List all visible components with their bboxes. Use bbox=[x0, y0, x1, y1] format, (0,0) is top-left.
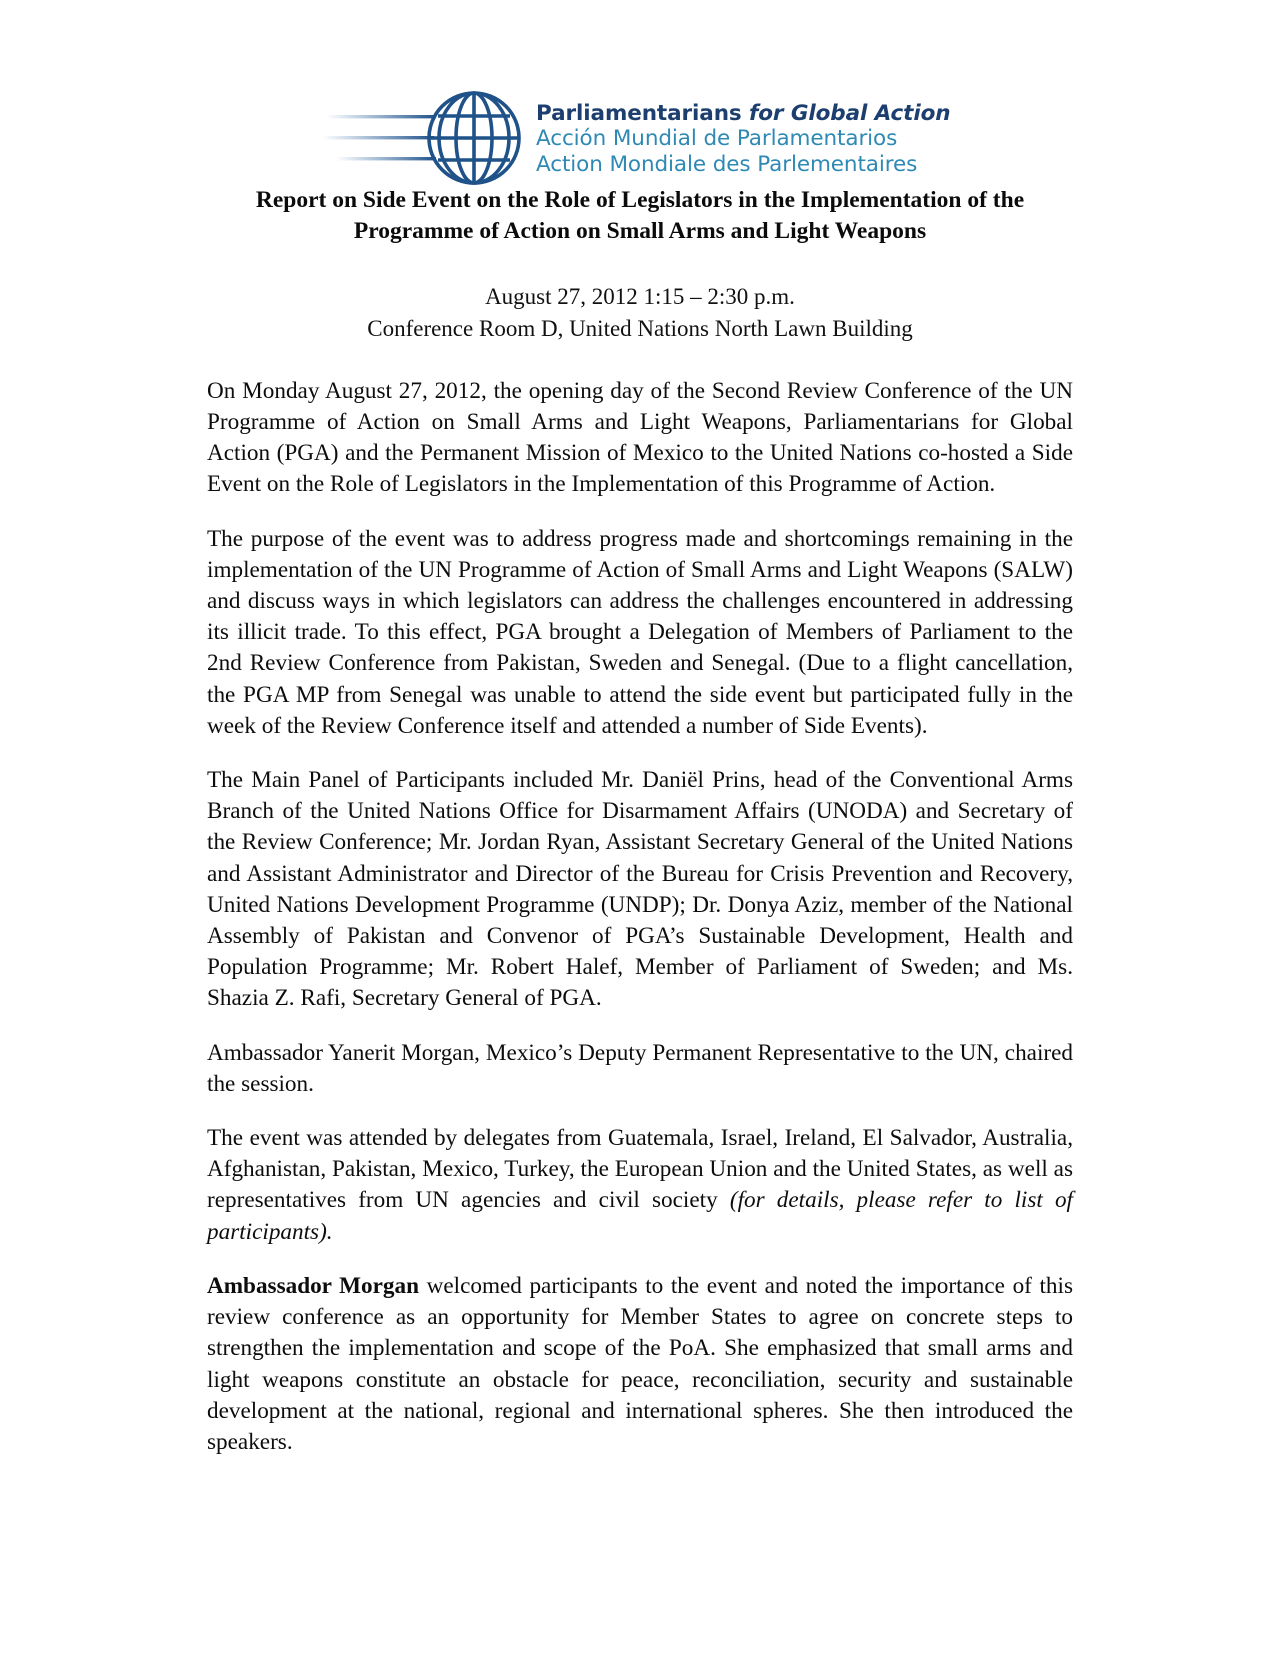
logo-wordmark bbox=[536, 99, 951, 176]
logo-line-french: Action Mondiale des Parlementaires bbox=[536, 151, 918, 177]
paragraph-intro: On Monday August 27, 2012, the opening day of the Second Review Conference of the UN Programme of Action on Small Arms and Light Weapons, Parliamentarians for Global Action (PGA) and the Permanent Mission of Mexico to the United Nations co-hosted a Side Event on the Role of Legislators in the Implementation of this Programme of Action. bbox=[207, 377, 1073, 498]
speaker-name-morgan: Ambassador Morgan bbox=[207, 1272, 419, 1299]
logo-line-english-plain: Parliamentarians bbox=[536, 101, 749, 127]
event-datetime: August 27, 2012 1:15 – 2:30 p.m. bbox=[485, 283, 795, 309]
paragraph-purpose: The purpose of the event was to address progress made and shortcomings remaining in the implementation of the UN Programme of Action of Small Arms and Light Weapons (SALW) and discuss ways in which legislators can address the challenges encountered in addressing its illicit trade. To this effect, PGA brought a Delegation of Members of Parliament to the 2nd Review Conference from Pakistan, Sweden and Senegal. (Due to a flight cancellation, the PGA MP from Senegal was unable to attend the side event but participated fully in the week of the Review Conference itself and attended a number of Side Events). bbox=[207, 525, 1073, 739]
letterhead bbox=[0, 0, 1280, 177]
logo-line-spanish: Acción Mundial de Parlamentarios bbox=[536, 126, 898, 152]
document-body bbox=[207, 376, 1073, 1458]
logo-line-english-italic: for Global Action bbox=[749, 101, 951, 127]
paragraph-chair: Ambassador Yanerit Morgan, Mexico’s Deputy Permanent Representative to the UN, chaired the session. bbox=[207, 1039, 1073, 1097]
page-title-line-1: Report on Side Event on the Role of Legislators in the Implementation of the bbox=[255, 187, 1025, 213]
paragraph-morgan-remarks bbox=[207, 1271, 1073, 1458]
event-location: Conference Room D, United Nations North Lawn Building bbox=[367, 316, 913, 342]
page-title-line-2: Programme of Action on Small Arms and Light Weapons bbox=[353, 218, 927, 245]
paragraph-attendance bbox=[207, 1123, 1073, 1248]
paragraph-panel: The Main Panel of Participants included Mr. Daniël Prins, head of the Conventional Arms Branch of the United Nations Office for Disarmament Affairs (UNODA) and Secretary of the Review Conference; Mr. Jordan Ryan, Assistant Secretary General of the United Nations and Assistant Administrator and Director of the Bureau for Crisis Prevention and Recovery, United Nations Development Programme (UNDP); Dr. Donya Aziz, member of the National Assembly of Pakistan and Convenor of PGA’s Sustainable Development, Health and Population Programme; Mr. Robert Halef, Member of Parliament of Sweden; and Ms. Shazia Z. Rafi, Secretary General of PGA. bbox=[207, 767, 1073, 1012]
logo-line-english bbox=[536, 101, 951, 126]
paragraph-attendance-main: The event was attended by delegates from Guatemala, Israel, Ireland, El Salvador, Australia, Afghanistan, Pakistan, Mexico, Turkey, the European Union and the United States, as well as representatives from UN agencies and civil society bbox=[207, 1125, 1073, 1214]
event-meta bbox=[210, 281, 1070, 346]
paragraph-attendance-note: (for details, please refer to list of participants). bbox=[207, 1187, 1074, 1245]
paragraph-morgan-remarks-text: welcomed participants to the event and noted the importance of this review conference as an opportunity for Member States to agree on concrete steps to strengthen the implementation and scope of the PoA. She emphasized that small arms and light weapons constitute an obstacle for peace, reconciliation, security and sustainable development at the national, regional and international spheres. She then introduced the speakers. bbox=[207, 1272, 1073, 1455]
page-title bbox=[225, 185, 1055, 248]
globe-icon bbox=[322, 88, 528, 188]
